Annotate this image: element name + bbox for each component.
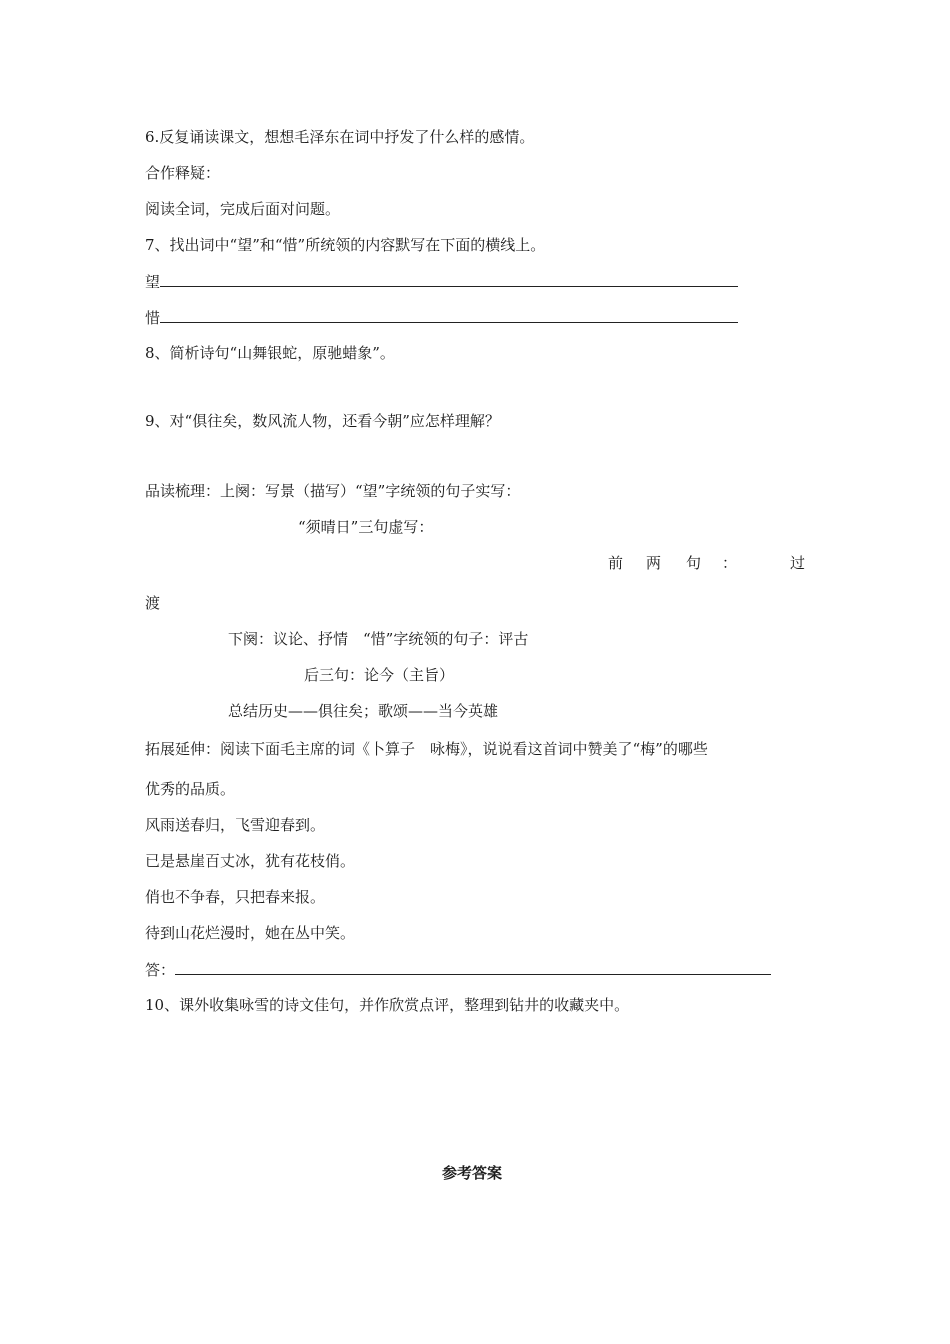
outline-transition-char-4: ： bbox=[722, 554, 738, 572]
xi-label: 惜 bbox=[145, 309, 161, 327]
question-9: 9、对“俱往矣，数风流人物，还看今朝”应怎样理解？ bbox=[145, 412, 500, 430]
answer-label: 答： bbox=[145, 961, 176, 979]
section-cooperation-heading: 合作释疑： bbox=[145, 164, 221, 182]
outline-lower-stanza: 下阕：议论、抒情 “惜”字统领的句子：评古 bbox=[228, 630, 529, 648]
poem-line: 风雨送春归，飞雪迎春到。 bbox=[145, 816, 326, 834]
outline-imagined-lines: “须晴日”三句虚写： bbox=[298, 518, 434, 536]
answer-blank[interactable] bbox=[175, 958, 771, 975]
outline-transition-char-1: 前 bbox=[608, 554, 624, 572]
wang-label: 望 bbox=[145, 273, 161, 291]
poem-line: 已是悬崖百丈冰，犹有花枝俏。 bbox=[145, 852, 356, 870]
wang-answer-blank[interactable] bbox=[160, 270, 738, 287]
question-7: 7、找出词中“望”和“惜”所统领的内容默写在下面的横线上。 bbox=[145, 236, 546, 254]
extension-line-2: 优秀的品质。 bbox=[145, 780, 236, 798]
question-10: 10、课外收集咏雪的诗文佳句，并作欣赏点评，整理到钻井的收藏夹中。 bbox=[145, 996, 630, 1014]
poem-line: 俏也不争春，只把春来报。 bbox=[145, 888, 326, 906]
outline-transition-end: 渡 bbox=[145, 594, 161, 612]
question-6: 6.反复诵读课文，想想毛泽东在词中抒发了什么样的感情。 bbox=[145, 128, 535, 146]
reference-answers-title: 参考答案 bbox=[442, 1164, 503, 1182]
outline-summary: 总结历史——俱往矣；歌颂——当今英雄 bbox=[228, 702, 499, 720]
outline-transition-char-2: 两 bbox=[646, 554, 662, 572]
xi-answer-blank[interactable] bbox=[160, 306, 738, 323]
answer-line bbox=[145, 958, 771, 981]
outline-transition-char-3: 句 bbox=[686, 554, 702, 572]
extension-line-1: 拓展延伸：阅读下面毛主席的词《卜算子 咏梅》，说说看这首词中赞美了“梅”的哪些 bbox=[145, 740, 708, 758]
outline-last-three-lines: 后三句：论今（主旨） bbox=[304, 666, 455, 684]
question-8: 8、简析诗句“山舞银蛇，原驰蜡象”。 bbox=[145, 344, 395, 362]
outline-transition-char-5: 过 bbox=[790, 554, 806, 572]
wang-answer-line bbox=[145, 270, 738, 293]
xi-answer-line bbox=[145, 306, 738, 329]
outline-upper-stanza: 品读梳理：上阕：写景（描写）“望”字统领的句子实写： bbox=[145, 482, 521, 500]
poem-line: 待到山花烂漫时，她在丛中笑。 bbox=[145, 924, 356, 942]
reading-instruction: 阅读全词，完成后面对问题。 bbox=[145, 200, 341, 218]
